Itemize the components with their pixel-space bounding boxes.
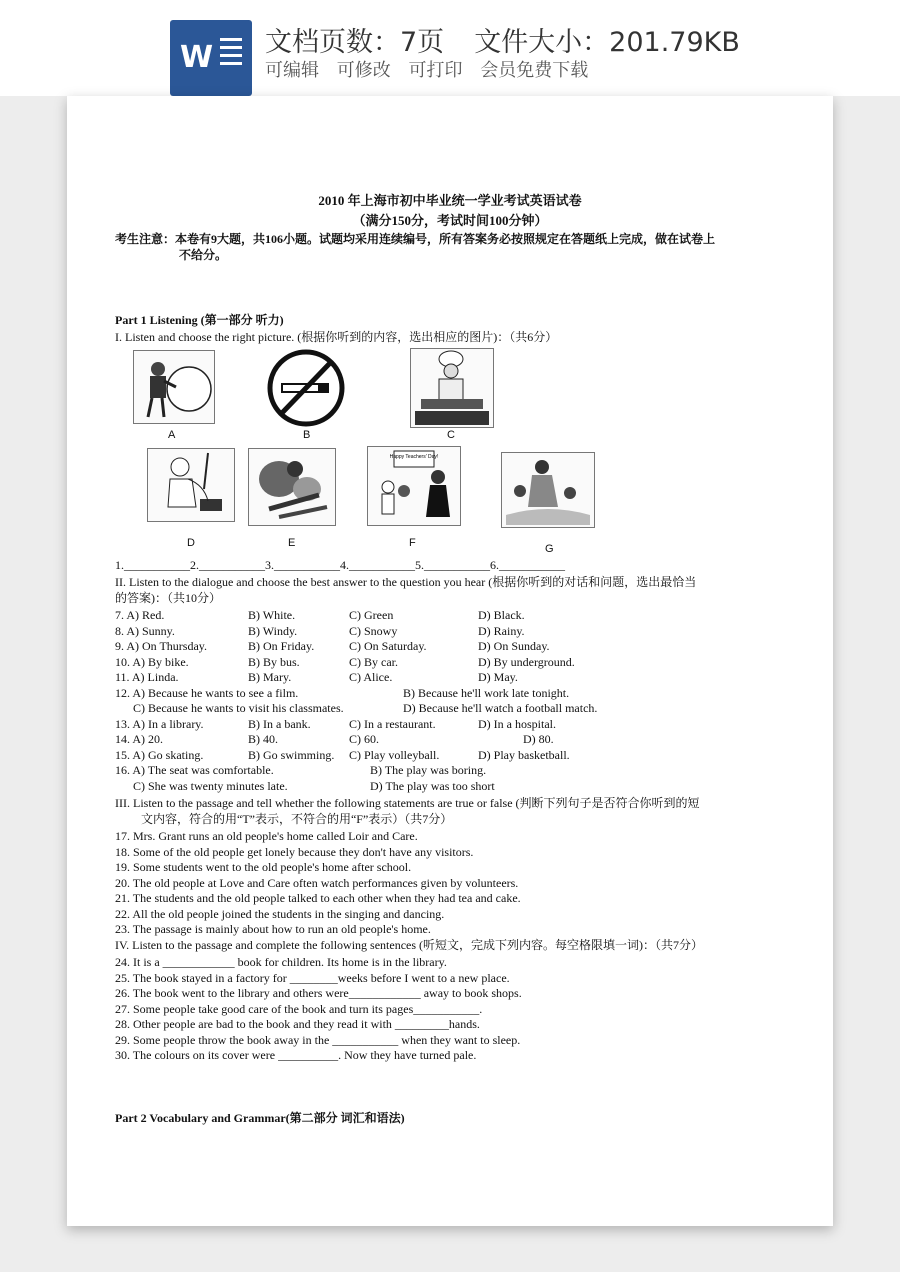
picture-label-e: E [288, 537, 296, 549]
q11-option-b: B) Mary. [248, 670, 292, 684]
notice-line-1: 考生注意：本卷有9大题，共106小题。试题均采用连续编号，所有答案务必按照规定在答题纸上完成，做在试卷上 [115, 232, 716, 246]
part1-heading: Part 1 Listening (第一部分 听力) [115, 313, 284, 327]
q13-option-d: D) In a hospital. [478, 717, 556, 731]
q15-option-b: B) Go swimming. [248, 748, 335, 762]
people-at-beach-picture [501, 452, 595, 528]
feature-editable: 可编辑 [265, 60, 319, 81]
no-smoking-sign-picture [262, 348, 350, 428]
q10-option-d: D) By underground. [478, 655, 575, 669]
q9-option-d: D) On Sunday. [478, 639, 550, 653]
q16-option-b: B) The play was boring. [370, 763, 487, 777]
section-4-instruction: IV. Listen to the passage and complete the following sentences (听短文，完成下列内容。每空格限填一词)：（共7分） [115, 938, 704, 952]
q9-option-b: B) On Friday. [248, 639, 315, 653]
q9-option-c: C) On Saturday. [349, 639, 427, 653]
statement-21: 21. The students and the old people talked to each other when they had tea and cake. [115, 891, 521, 905]
section-2-instruction-1: II. Listen to the dialogue and choose the best answer to the question you hear (根据你听到的对话和问题，选出最恰当 [115, 575, 697, 589]
teachers-day-flowers-picture [367, 446, 461, 526]
section-2-instruction-2: 的答案)：（共10分） [115, 591, 221, 605]
section-3-instruction-2: 文内容，符合的用“T”表示，不符合的用“F”表示）（共7分） [141, 812, 453, 826]
q13-option-b: B) In a bank. [248, 717, 311, 731]
exam-subtitle: （满分150分，考试时间100分钟） [352, 213, 548, 228]
part2-heading: Part 2 Vocabulary and Grammar(第二部分 词汇和语法) [115, 1111, 405, 1125]
q8-option-c: C) Snowy [349, 624, 398, 638]
picture-label-a: A [168, 429, 176, 441]
q10-option-c: C) By car. [349, 655, 398, 669]
banner-features [265, 56, 600, 82]
q7-option-a: 7. A) Red. [115, 608, 165, 622]
q9-option-a: 9. A) On Thursday. [115, 639, 207, 653]
statement-19: 19. Some students went to the old people's home after school. [115, 860, 412, 874]
sentence-29: 29. Some people throw the book away in the ___________ when they want to sleep. [115, 1033, 521, 1047]
sentence-28: 28. Other people are bad to the book and they read it with _________hands. [115, 1017, 480, 1031]
picture-label-g: G [545, 543, 554, 555]
sentence-27: 27. Some people take good care of the book and turn its pages___________. [115, 1002, 483, 1016]
man-on-phone-picture [147, 448, 235, 522]
q13-option-c: C) In a restaurant. [349, 717, 436, 731]
q11-option-a: 11. A) Linda. [115, 670, 179, 684]
sentence-24: 24. It is a ____________ book for children. Its home is in the library. [115, 955, 447, 969]
notice-line-2: 不给分。 [179, 248, 228, 262]
picture-label-d: D [187, 537, 195, 549]
vegetables-picture [248, 448, 336, 526]
statement-20: 20. The old people at Love and Care often watch performances given by volunteers. [115, 876, 519, 890]
q7-option-c: C) Green [349, 608, 394, 622]
q10-option-a: 10. A) By bike. [115, 655, 189, 669]
q15-option-d: D) Play basketball. [478, 748, 570, 762]
q8-option-a: 8. A) Sunny. [115, 624, 175, 638]
q13-option-a: 13. A) In a library. [115, 717, 204, 731]
q8-option-b: B) Windy. [248, 624, 298, 638]
q7-option-b: B) White. [248, 608, 296, 622]
q14-option-d: D) 80. [523, 732, 554, 746]
sentence-26: 26. The book went to the library and others were____________ away to book shops. [115, 986, 522, 1000]
q8-option-d: D) Rainy. [478, 624, 525, 638]
q14-option-c: C) 60. [349, 732, 379, 746]
q10-option-b: B) By bus. [248, 655, 300, 669]
picture-label-c: C [447, 429, 455, 441]
q14-option-b: B) 40. [248, 732, 278, 746]
feature-modifiable: 可修改 [336, 60, 391, 81]
document-page [67, 96, 833, 1226]
statement-23: 23. The passage is mainly about how to run an old people's home. [115, 922, 431, 936]
chef-cooking-picture [410, 348, 494, 428]
q15-option-c: C) Play volleyball. [349, 748, 440, 762]
banner-title [265, 20, 770, 59]
picture-label-f: F [409, 537, 416, 549]
doc-pages: 文档页数：7页 [265, 27, 445, 58]
word-letter: W [180, 40, 214, 75]
feature-printable: 可打印 [408, 60, 463, 81]
section-3-instruction-1: III. Listen to the passage and tell whether the following statements are true or false (判断下列句子是否符合你听到的短 [115, 796, 700, 810]
q16-option-d: D) The play was too short [370, 779, 495, 793]
q12-option-a: 12. A) Because he wants to see a film. [115, 686, 299, 700]
q7-option-d: D) Black. [478, 608, 525, 622]
q16-option-c: C) She was twenty minutes late. [133, 779, 288, 793]
child-snowman-picture [133, 350, 215, 424]
statement-18: 18. Some of the old people get lonely because they don't have any visitors. [115, 845, 474, 859]
teachers-day-sign-text: Happy Teachers' Day! [389, 454, 439, 460]
section-1-instruction: I. Listen and choose the right picture. (根据你听到的内容，选出相应的图片)：（共6分） [115, 330, 558, 344]
download-banner [0, 0, 900, 96]
picture-label-b: B [303, 429, 311, 441]
sentence-25: 25. The book stayed in a factory for ________weeks before I went to a new place. [115, 971, 510, 985]
q16-option-a: 16. A) The seat was comfortable. [115, 763, 274, 777]
q14-option-a: 14. A) 20. [115, 732, 163, 746]
q12-option-c: C) Because he wants to visit his classmates. [133, 701, 344, 715]
statement-17: 17. Mrs. Grant runs an old people's home called Loir and Care. [115, 829, 418, 843]
exam-title: 2010 年上海市初中毕业统一学业考试英语试卷 [318, 193, 582, 208]
feature-member-download[interactable]: 会员免费下载 [480, 60, 589, 81]
q15-option-a: 15. A) Go skating. [115, 748, 204, 762]
sentence-30: 30. The colours on its cover were __________. Now they have turned pale. [115, 1048, 477, 1062]
document-lines-icon [220, 38, 242, 70]
answer-blanks: 1.___________2.___________3.___________4.___________5.___________6.___________ [115, 558, 565, 572]
word-document-icon [170, 20, 252, 96]
q12-option-d: D) Because he'll watch a football match. [403, 701, 598, 715]
q11-option-d: D) May. [478, 670, 518, 684]
file-size: 文件大小：201.79KB [474, 27, 740, 58]
statement-22: 22. All the old people joined the students in the singing and dancing. [115, 907, 445, 921]
q12-option-b: B) Because he'll work late tonight. [403, 686, 570, 700]
q11-option-c: C) Alice. [349, 670, 393, 684]
